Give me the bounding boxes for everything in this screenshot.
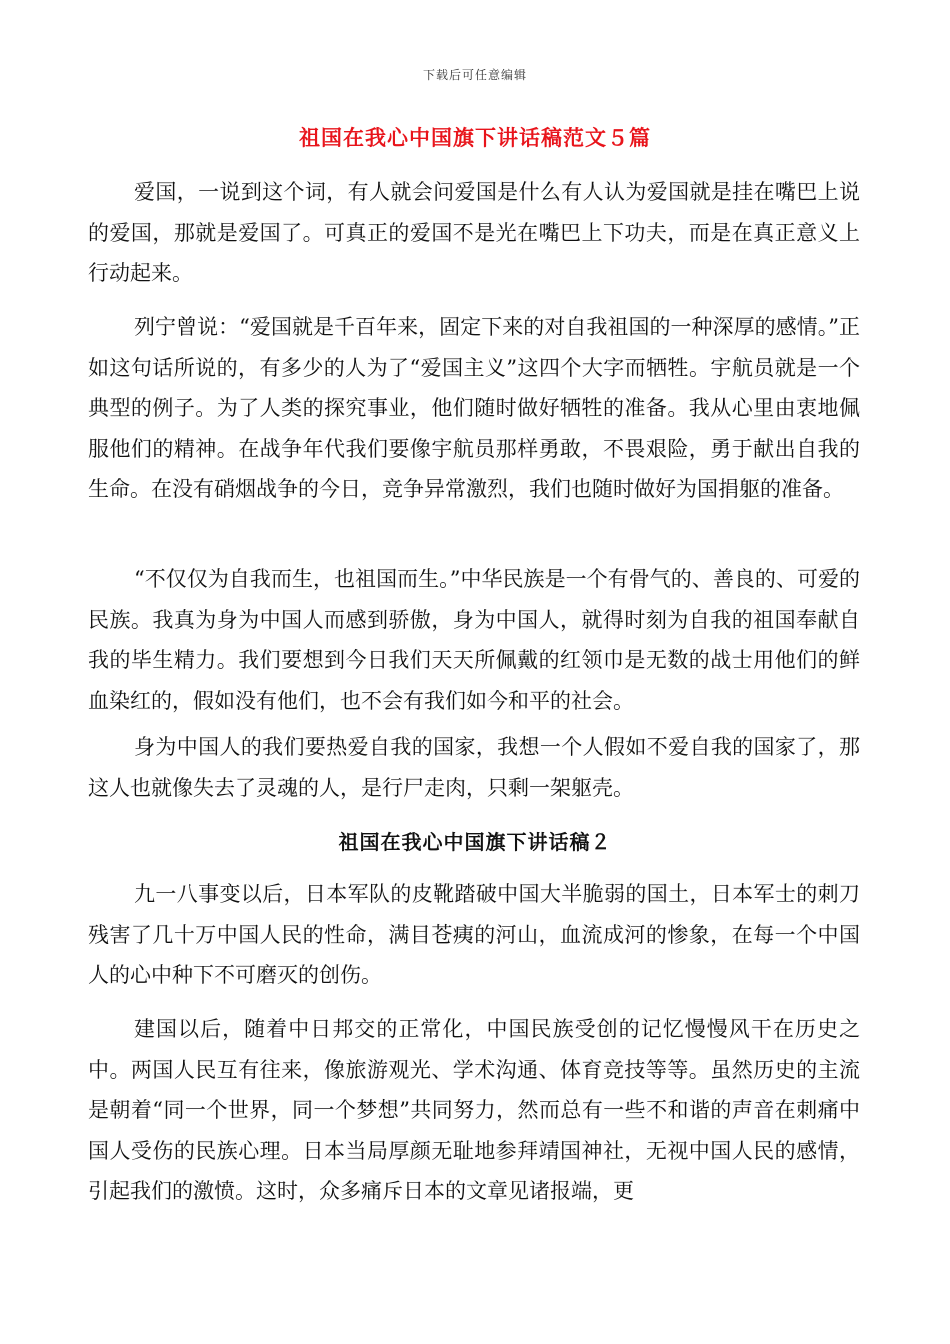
paragraph-3: “不仅仅为自我而生，也祖国而生。”中华民族是一个有骨气的、善良的、可爱的民族。我真为身为中国人而感到骄傲，身为中国人，就得时刻为自我的祖国奉献自我的毕生精力。我们要想到今日我们天天所佩戴的红领巾是无数的战士用他们的鲜血染红的，假如没有他们，也不会有我们如今和平的社会。 bbox=[88, 567, 860, 713]
paragraph-2: 列宁曾说：“爱国就是千百年来，固定下来的对自我祖国的一种深厚的感情。”正如这句话所说的，有多少的人为了“爱国主义”这四个大字而牺牲。宇航员就是一个典型的例子。为了人类的探究事业，他们随时做好牺牲的准备。我从心里由衷地佩服他们的精神。在战争年代我们要像宇航员那样勇敢，不畏艰险，勇于献出自我的生命。在没有硝烟战争的今日，竞争异常激烈，我们也随时做好为国捐躯的准备。 bbox=[88, 315, 860, 501]
paragraph-6: 建国以后，随着中日邦交的正常化，中国民族受创的记忆慢慢风干在历史之中。两国人民互有往来，像旅游观光、学术沟通、体育竞技等等。虽然历史的主流是朝着“同一个世界，同一个梦想”共同努力，然而总有一些不和谐的声音在刺痛中国人受伤的民族心理。日本当局厚颜无耻地参拜靖国神社，无视中国人民的感情，引起我们的激愤。这时，众多痛斥日本的文章见诸报端，更 bbox=[88, 1017, 860, 1203]
document-title: 祖国在我心中国旗下讲话稿范文５篇 bbox=[299, 125, 651, 150]
section-subtitle: 祖国在我心中国旗下讲话稿２ bbox=[338, 830, 612, 854]
paragraph-4: 身为中国人的我们要热爱自我的国家，我想一个人假如不爱自我的国家了，那这人也就像失去了灵魂的人，是行尸走肉，只剩一架躯壳。 bbox=[88, 735, 860, 800]
header-note: 下载后可任意编辑 bbox=[422, 68, 527, 82]
paragraph-5: 九一八事变以后，日本军队的皮靴踏破中国大半脆弱的国土，日本军士的刺刀残害了几十万中国人民的性命，满目苍痍的河山，血流成河的惨象，在每一个中国人的心中种下不可磨灭的创伤。 bbox=[88, 882, 860, 987]
paragraph-1: 爱国，一说到这个词，有人就会问爱国是什么有人认为爱国就是挂在嘴巴上说的爱国，那就是爱国了。可真正的爱国不是光在嘴巴上下功夫，而是在真正意义上行动起来。 bbox=[88, 180, 860, 285]
